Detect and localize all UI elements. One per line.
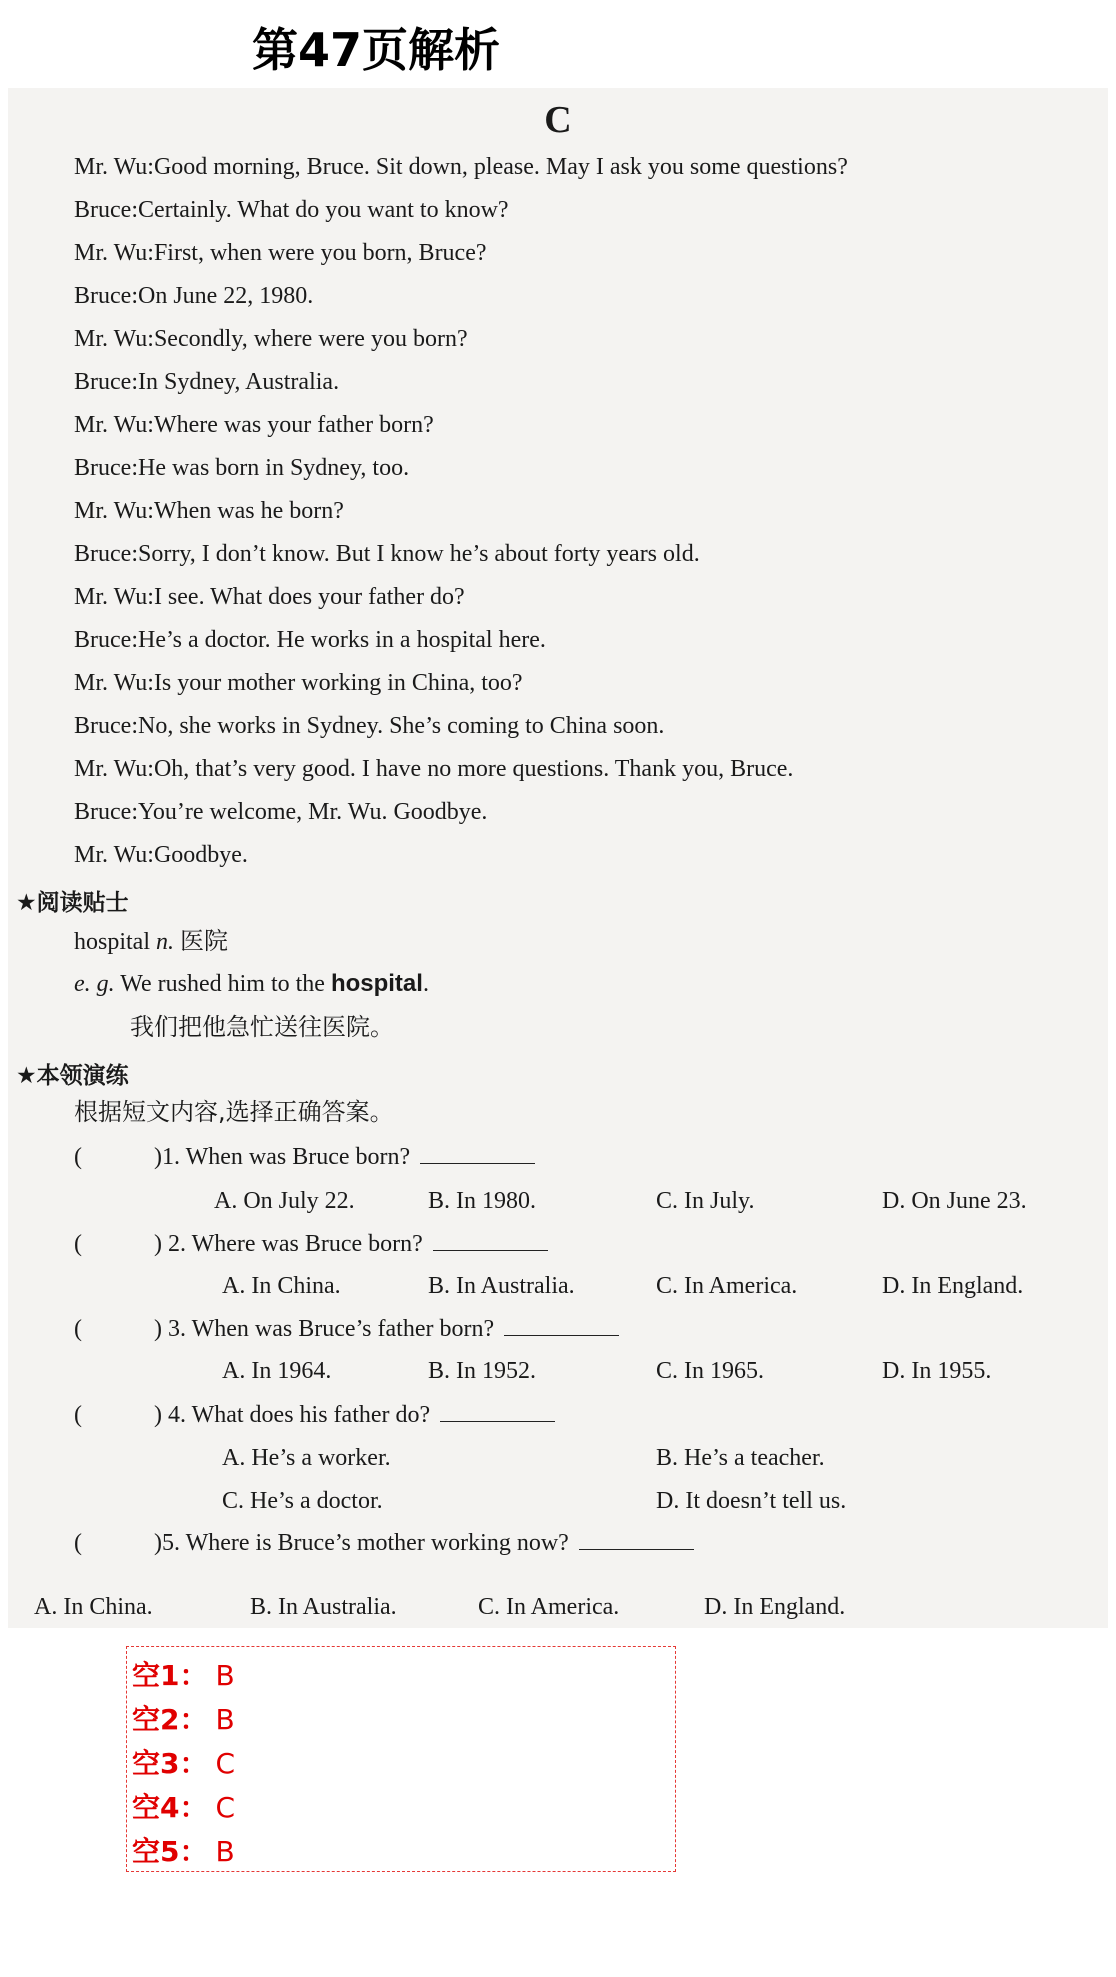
option-c: C. In America. (656, 1273, 798, 1299)
dialogue-line: Mr. Wu:Good morning, Bruce. Sit down, please. May I ask you some questions? (74, 154, 848, 180)
answer-blank (440, 1401, 555, 1422)
option-a: A. He’s a worker. (222, 1445, 391, 1471)
dialogue-line: Bruce:He was born in Sydney, too. (74, 455, 410, 481)
question-1: ( )1. When was Bruce born? (74, 1142, 535, 1172)
question-2: ( ) 2. Where was Bruce born? (74, 1229, 548, 1259)
vocab-entry: hospital n. 医院 (74, 927, 228, 955)
dialogue-line: Mr. Wu:Is your mother working in China, too? (74, 670, 523, 696)
question-3: ( ) 3. When was Bruce’s father born? (74, 1314, 619, 1344)
question-5: ( )5. Where is Bruce’s mother working now? (74, 1528, 694, 1558)
option-a: A. In China. (222, 1273, 341, 1299)
answer-2: 空2： B (132, 1703, 235, 1736)
answer-5: 空5： B (132, 1835, 235, 1868)
answer-blank (579, 1529, 694, 1550)
answer-4: 空4： C (132, 1791, 236, 1824)
dialogue-line: Mr. Wu:Where was your father born? (74, 412, 434, 438)
option-b: B. In 1980. (428, 1188, 536, 1214)
option-d: D. It doesn’t tell us. (656, 1488, 847, 1514)
dialogue-line: Mr. Wu:First, when were you born, Bruce? (74, 240, 487, 266)
example-translation: 我们把他急忙送往医院。 (130, 1013, 394, 1041)
option-c: C. In America. (478, 1594, 620, 1620)
answer-1: 空1： B (132, 1659, 235, 1692)
option-b: B. He’s a teacher. (656, 1445, 825, 1471)
dialogue-line: Bruce:No, she works in Sydney. She’s coming to China soon. (74, 713, 665, 739)
answer-blank (420, 1143, 535, 1164)
option-c: C. In 1965. (656, 1358, 764, 1384)
dialogue-line: Mr. Wu:Secondly, where were you born? (74, 326, 468, 352)
option-b: B. In 1952. (428, 1358, 536, 1384)
option-b: B. In Australia. (250, 1594, 397, 1620)
dialogue-line: Bruce:In Sydney, Australia. (74, 369, 340, 395)
option-a: A. In 1964. (222, 1358, 332, 1384)
option-d: D. On June 23. (882, 1188, 1027, 1214)
option-a: A. In China. (34, 1594, 153, 1620)
dialogue-line: Mr. Wu:Oh, that’s very good. I have no more questions. Thank you, Bruce. (74, 756, 794, 782)
section-letter: C (544, 99, 572, 141)
dialogue-line: Mr. Wu:Goodbye. (74, 842, 248, 868)
option-b: B. In Australia. (428, 1273, 575, 1299)
dialogue-line: Bruce:He’s a doctor. He works in a hospital here. (74, 627, 546, 653)
page-title: 第47页解析 (252, 23, 501, 77)
tips-heading: ★阅读贴士 (16, 890, 129, 916)
answer-blank (504, 1315, 619, 1336)
answer-blank (433, 1230, 548, 1251)
option-d: D. In England. (704, 1594, 846, 1620)
option-c: C. In July. (656, 1188, 755, 1214)
question-4: ( ) 4. What does his father do? (74, 1400, 555, 1430)
example-sentence: e. g. We rushed him to the hospital. (74, 970, 429, 997)
option-d: D. In 1955. (882, 1358, 992, 1384)
option-c: C. He’s a doctor. (222, 1488, 383, 1514)
dialogue-line: Bruce:Sorry, I don’t know. But I know he’s about forty years old. (74, 541, 700, 567)
dialogue-line: Bruce:On June 22, 1980. (74, 283, 314, 309)
answer-3: 空3： C (132, 1747, 236, 1780)
exercise-instruction: 根据短文内容,选择正确答案。 (74, 1098, 394, 1126)
dialogue-line: Mr. Wu:When was he born? (74, 498, 344, 524)
dialogue-line: Bruce:Certainly. What do you want to know? (74, 197, 509, 223)
dialogue-line: Mr. Wu:I see. What does your father do? (74, 584, 465, 610)
option-d: D. In England. (882, 1273, 1024, 1299)
exercise-heading: ★本领演练 (16, 1063, 129, 1089)
option-a: A. On July 22. (214, 1188, 355, 1214)
dialogue-line: Bruce:You’re welcome, Mr. Wu. Goodbye. (74, 799, 488, 825)
